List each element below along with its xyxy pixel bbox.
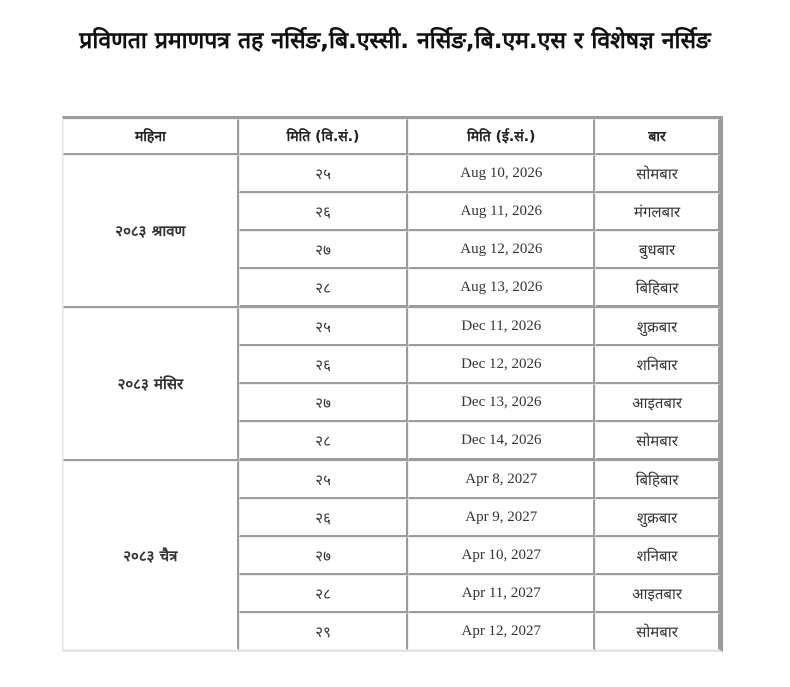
nepali-date-cell: २६ — [239, 346, 409, 384]
nepali-date-cell: २८ — [239, 422, 409, 461]
header-weekday: बार — [595, 119, 720, 155]
weekday-cell: मंगलबार — [595, 193, 720, 231]
nepali-date-cell: २५ — [239, 461, 409, 499]
header-english-date: मिति (ई.सं.) — [408, 119, 595, 155]
english-date-cell: Dec 11, 2026 — [408, 308, 595, 346]
nepali-date-cell: २७ — [239, 537, 409, 575]
table-row — [63, 308, 720, 346]
weekday-cell: शनिबार — [595, 537, 720, 575]
nepali-date-cell: २६ — [239, 499, 409, 537]
page-title: प्रविणता प्रमाणपत्र तह नर्सिङ,बि.एस्सी. नर्सिङ,बि.एम.एस र विशेषज्ञ नर्सिङ — [79, 28, 711, 54]
table-row — [63, 155, 720, 193]
english-date-cell: Dec 14, 2026 — [408, 422, 595, 461]
english-date-cell: Aug 10, 2026 — [408, 155, 595, 193]
nepali-date-cell: २५ — [239, 155, 409, 193]
weekday-cell: आइतबार — [595, 384, 720, 422]
english-date-cell: Apr 9, 2027 — [408, 499, 595, 537]
english-date-cell: Aug 12, 2026 — [408, 231, 595, 269]
nepali-date-cell: २६ — [239, 193, 409, 231]
weekday-cell: आइतबार — [595, 575, 720, 613]
nepali-date-cell: २९ — [239, 613, 409, 650]
nepali-date-cell: २७ — [239, 231, 409, 269]
english-date-cell: Apr 11, 2027 — [408, 575, 595, 613]
weekday-cell: सोमबार — [595, 613, 720, 650]
header-nepali-date: मिति (वि.सं.) — [239, 119, 409, 155]
english-date-cell: Aug 11, 2026 — [408, 193, 595, 231]
weekday-cell: शनिबार — [595, 346, 720, 384]
month-cell: २०८३ मंसिर — [63, 308, 239, 461]
table-header-row — [63, 119, 720, 155]
month-cell: २०८३ श्रावण — [63, 155, 239, 308]
weekday-cell: बिहिबार — [595, 461, 720, 499]
nepali-date-cell: २८ — [239, 575, 409, 613]
weekday-cell: शुक्रबार — [595, 308, 720, 346]
weekday-cell: सोमबार — [595, 422, 720, 461]
english-date-cell: Apr 12, 2027 — [408, 613, 595, 650]
nepali-date-cell: २८ — [239, 269, 409, 308]
english-date-cell: Dec 13, 2026 — [408, 384, 595, 422]
english-date-cell: Apr 10, 2027 — [408, 537, 595, 575]
english-date-cell: Aug 13, 2026 — [408, 269, 595, 308]
weekday-cell: सोमबार — [595, 155, 720, 193]
weekday-cell: बुधबार — [595, 231, 720, 269]
nepali-date-cell: २५ — [239, 308, 409, 346]
english-date-cell: Apr 8, 2027 — [408, 461, 595, 499]
english-date-cell: Dec 12, 2026 — [408, 346, 595, 384]
header-month: महिना — [63, 119, 239, 155]
weekday-cell: शुक्रबार — [595, 499, 720, 537]
nepali-date-cell: २७ — [239, 384, 409, 422]
month-cell: २०८३ चैत्र — [63, 461, 239, 650]
table-row — [63, 461, 720, 499]
weekday-cell: बिहिबार — [595, 269, 720, 308]
exam-schedule-table — [62, 116, 723, 652]
